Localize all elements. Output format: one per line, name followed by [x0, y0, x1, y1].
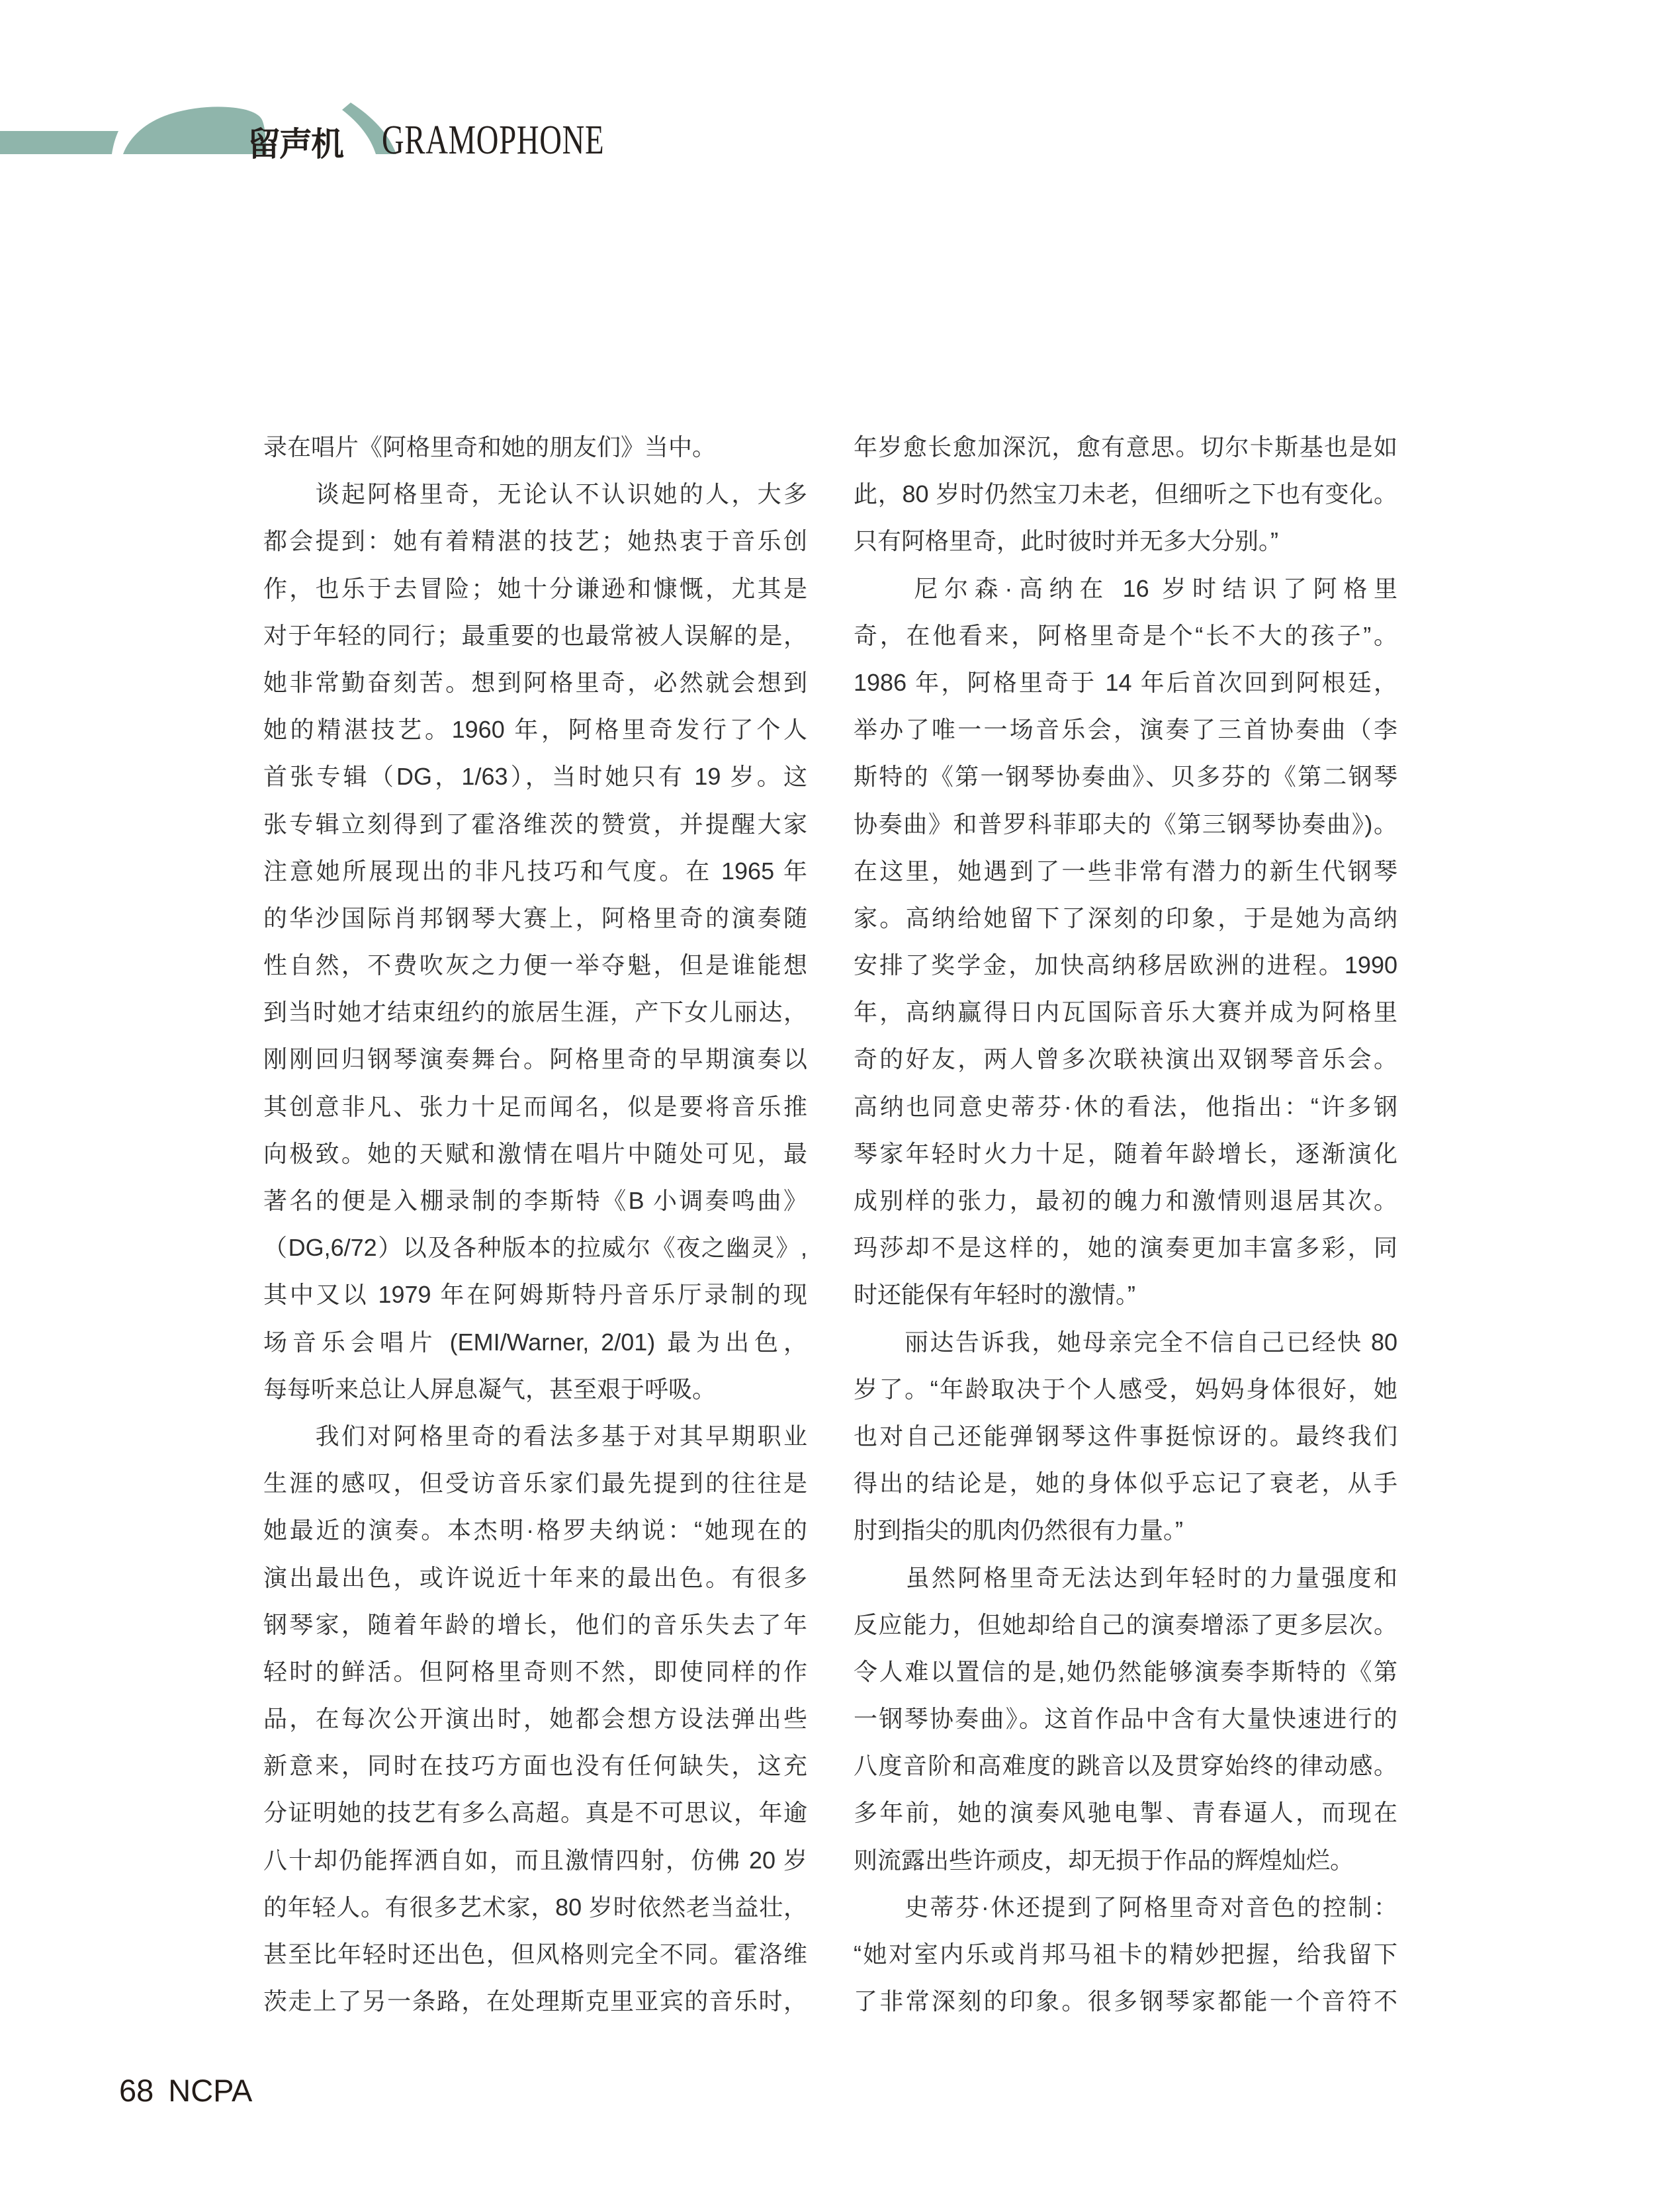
- text-line: 八度音阶和高难度的跳音以及贯穿始终的律动感。: [854, 1752, 1397, 1780]
- text-line: 令人难以置信的是,她仍然能够演奏李斯特的《第: [854, 1657, 1397, 1685]
- text-line: “她对室内乐或肖邦马祖卡的精妙把握，给我留下: [854, 1941, 1397, 1968]
- text-line: 家。高纳给她留下了深刻的印象，于是她为高纳: [854, 904, 1397, 932]
- text-line: 岁了。“年龄取决于个人感受，妈妈身体很好，她: [854, 1375, 1397, 1403]
- text-line: 安排了奖学金，加快高纳移居欧洲的进程。1990: [854, 951, 1397, 979]
- page-footer: [119, 2075, 252, 2106]
- text-line: 年，高纳赢得日内瓦国际音乐大赛并成为阿格里: [854, 998, 1397, 1026]
- text-line: 注意她所展现出的非凡技巧和气度。在 1965 年: [263, 857, 807, 885]
- text-line: 的华沙国际肖邦钢琴大赛上，阿格里奇的演奏随: [263, 904, 807, 932]
- text-line: 甚至比年轻时还出色，但风格则完全不同。霍洛维: [263, 1941, 807, 1968]
- text-line: 首张专辑（DG，1/63），当时她只有 19 岁。这: [263, 763, 807, 791]
- text-line: 则流露出些许顽皮，却无损于作品的辉煌灿烂。: [854, 1846, 1354, 1874]
- text-line: 八十却仍能挥洒自如，而且激情四射，仿佛 20 岁: [263, 1846, 807, 1874]
- text-line: 演出最出色，或许说近十年来的最出色。有很多: [263, 1563, 807, 1591]
- text-line: 尼尔森·高纳在 16 岁时结识了阿格里: [854, 574, 1397, 602]
- text-line: 都会提到：她有着精湛的技艺；她热衷于音乐创: [263, 527, 807, 555]
- text-line: 轻时的鲜活。但阿格里奇则不然，即使同样的作: [263, 1657, 807, 1685]
- text-line: 举办了唯一一场音乐会，演奏了三首协奏曲（李: [854, 716, 1397, 744]
- text-line: 此，80 岁时仍然宝刀未老，但细听之下也有变化。: [854, 480, 1397, 508]
- text-line: 多年前，她的演奏风驰电掣、青春逼人，而现在: [854, 1799, 1397, 1827]
- logo-english-text: GRAMOPHONE: [382, 116, 605, 163]
- text-line: 著名的便是入棚录制的李斯特《B 小调奏鸣曲》: [263, 1187, 807, 1214]
- right-column: [854, 423, 1397, 2025]
- text-line: 虽然阿格里奇无法达到年轻时的力量强度和: [854, 1563, 1397, 1591]
- text-line: 反应能力，但她却给自己的演奏增添了更多层次。: [854, 1610, 1397, 1638]
- text-line: 性自然，不费吹灰之力便一举夺魁，但是谁能想: [263, 951, 807, 979]
- text-line: 也对自己还能弹钢琴这件事挺惊讶的。最终我们: [854, 1422, 1397, 1450]
- text-line: 新意来，同时在技巧方面也没有任何缺失，这充: [263, 1752, 807, 1780]
- text-line: 在这里，她遇到了一些非常有潜力的新生代钢琴: [854, 857, 1397, 885]
- text-line: （DG,6/72）以及各种版本的拉威尔《夜之幽灵》,: [263, 1234, 807, 1262]
- text-line: 其创意非凡、张力十足而闻名，似是要将音乐推: [263, 1092, 807, 1120]
- logo-bar-shape: [0, 131, 118, 154]
- text-line: 了非常深刻的印象。很多钢琴家都能一个音符不: [854, 1988, 1397, 2015]
- text-line: 我们对阿格里奇的看法多基于对其早期职业: [263, 1422, 807, 1450]
- text-line: 奇，在他看来，阿格里奇是个“长不大的孩子”。: [854, 621, 1397, 649]
- text-line: 每每听来总让人屏息凝气，甚至艰于呼吸。: [263, 1375, 717, 1403]
- text-line: 史蒂芬·休还提到了阿格里奇对音色的控制：: [854, 1893, 1397, 1921]
- logo-horn-icon: [123, 107, 267, 154]
- text-line: 张专辑立刻得到了霍洛维茨的赞赏，并提醒大家: [263, 810, 807, 838]
- text-line: 年岁愈长愈加深沉，愈有意思。切尔卡斯基也是如: [854, 433, 1397, 460]
- text-line: 谈起阿格里奇，无论认不认识她的人，大多: [263, 480, 807, 508]
- text-line: 只有阿格里奇，此时彼时并无多大分别。”: [854, 527, 1278, 555]
- text-line: 奇的好友，两人曾多次联袂演出双钢琴音乐会。: [854, 1045, 1397, 1073]
- text-line: 品，在每次公开演出时，她都会想方设法弹出些: [263, 1705, 807, 1733]
- text-line: 丽达告诉我，她母亲完全不信自己已经快 80: [854, 1328, 1397, 1356]
- text-line: 肘到指尖的肌肉仍然很有力量。”: [854, 1516, 1183, 1544]
- text-line: 琴家年轻时火力十足，随着年龄增长，逐渐演化: [854, 1139, 1397, 1167]
- text-line: 刚刚回归钢琴演奏舞台。阿格里奇的早期演奏以: [263, 1045, 807, 1073]
- journal-brand: NCPA: [168, 2073, 253, 2108]
- logo-chinese-text: 留声机: [247, 126, 343, 163]
- text-line: 她最近的演奏。本杰明·格罗夫纳说：“她现在的: [263, 1516, 807, 1544]
- text-line: 成别样的张力，最初的魄力和激情则退居其次。: [854, 1187, 1397, 1214]
- text-line: 到当时她才结束纽约的旅居生涯，产下女儿丽达，: [263, 998, 807, 1026]
- text-line: 钢琴家，随着年龄的增长，他们的音乐失去了年: [263, 1610, 807, 1638]
- left-column: [263, 423, 807, 2025]
- text-line: 时还能保有年轻时的激情。”: [854, 1281, 1135, 1309]
- text-line: 一钢琴协奏曲》。这首作品中含有大量快速进行的: [854, 1705, 1397, 1733]
- text-line: 对于年轻的同行；最重要的也最常被人误解的是，: [263, 621, 807, 649]
- text-line: 得出的结论是，她的身体似乎忘记了衰老，从手: [854, 1469, 1397, 1497]
- text-line: 向极致。她的天赋和激情在唱片中随处可见，最: [263, 1139, 807, 1167]
- text-line: 她非常勤奋刻苦。想到阿格里奇，必然就会想到: [263, 668, 807, 696]
- text-line: 茨走上了另一条路，在处理斯克里亚宾的音乐时，: [263, 1988, 807, 2015]
- text-line: 玛莎却不是这样的，她的演奏更加丰富多彩，同: [854, 1234, 1397, 1262]
- text-line: 生涯的感叹，但受访音乐家们最先提到的往往是: [263, 1469, 807, 1497]
- text-line: 她的精湛技艺。1960 年，阿格里奇发行了个人: [263, 716, 807, 744]
- text-line: 录在唱片《阿格里奇和她的朋友们》当中。: [263, 433, 717, 460]
- text-line: 斯特的《第一钢琴协奏曲》、贝多芬的《第二钢琴: [854, 763, 1397, 791]
- text-line: 场音乐会唱片 (EMI/Warner, 2/01) 最为出色，: [263, 1328, 807, 1356]
- text-line: 1986 年，阿格里奇于 14 年后首次回到阿根廷，: [854, 668, 1397, 696]
- text-line: 高纳也同意史蒂芬·休的看法，他指出：“许多钢: [854, 1092, 1397, 1120]
- text-line: 协奏曲》和普罗科菲耶夫的《第三钢琴协奏曲》)。: [854, 810, 1397, 838]
- gramophone-logo: [0, 0, 629, 172]
- text-line: 作，也乐于去冒险；她十分谦逊和慷慨，尤其是: [263, 574, 807, 602]
- text-line: 其中又以 1979 年在阿姆斯特丹音乐厅录制的现: [263, 1281, 807, 1309]
- page-number: 68: [119, 2073, 154, 2108]
- text-line: 的年轻人。有很多艺术家，80 岁时依然老当益壮，: [263, 1893, 807, 1921]
- text-line: 分证明她的技艺有多么高超。真是不可思议，年逾: [263, 1799, 807, 1827]
